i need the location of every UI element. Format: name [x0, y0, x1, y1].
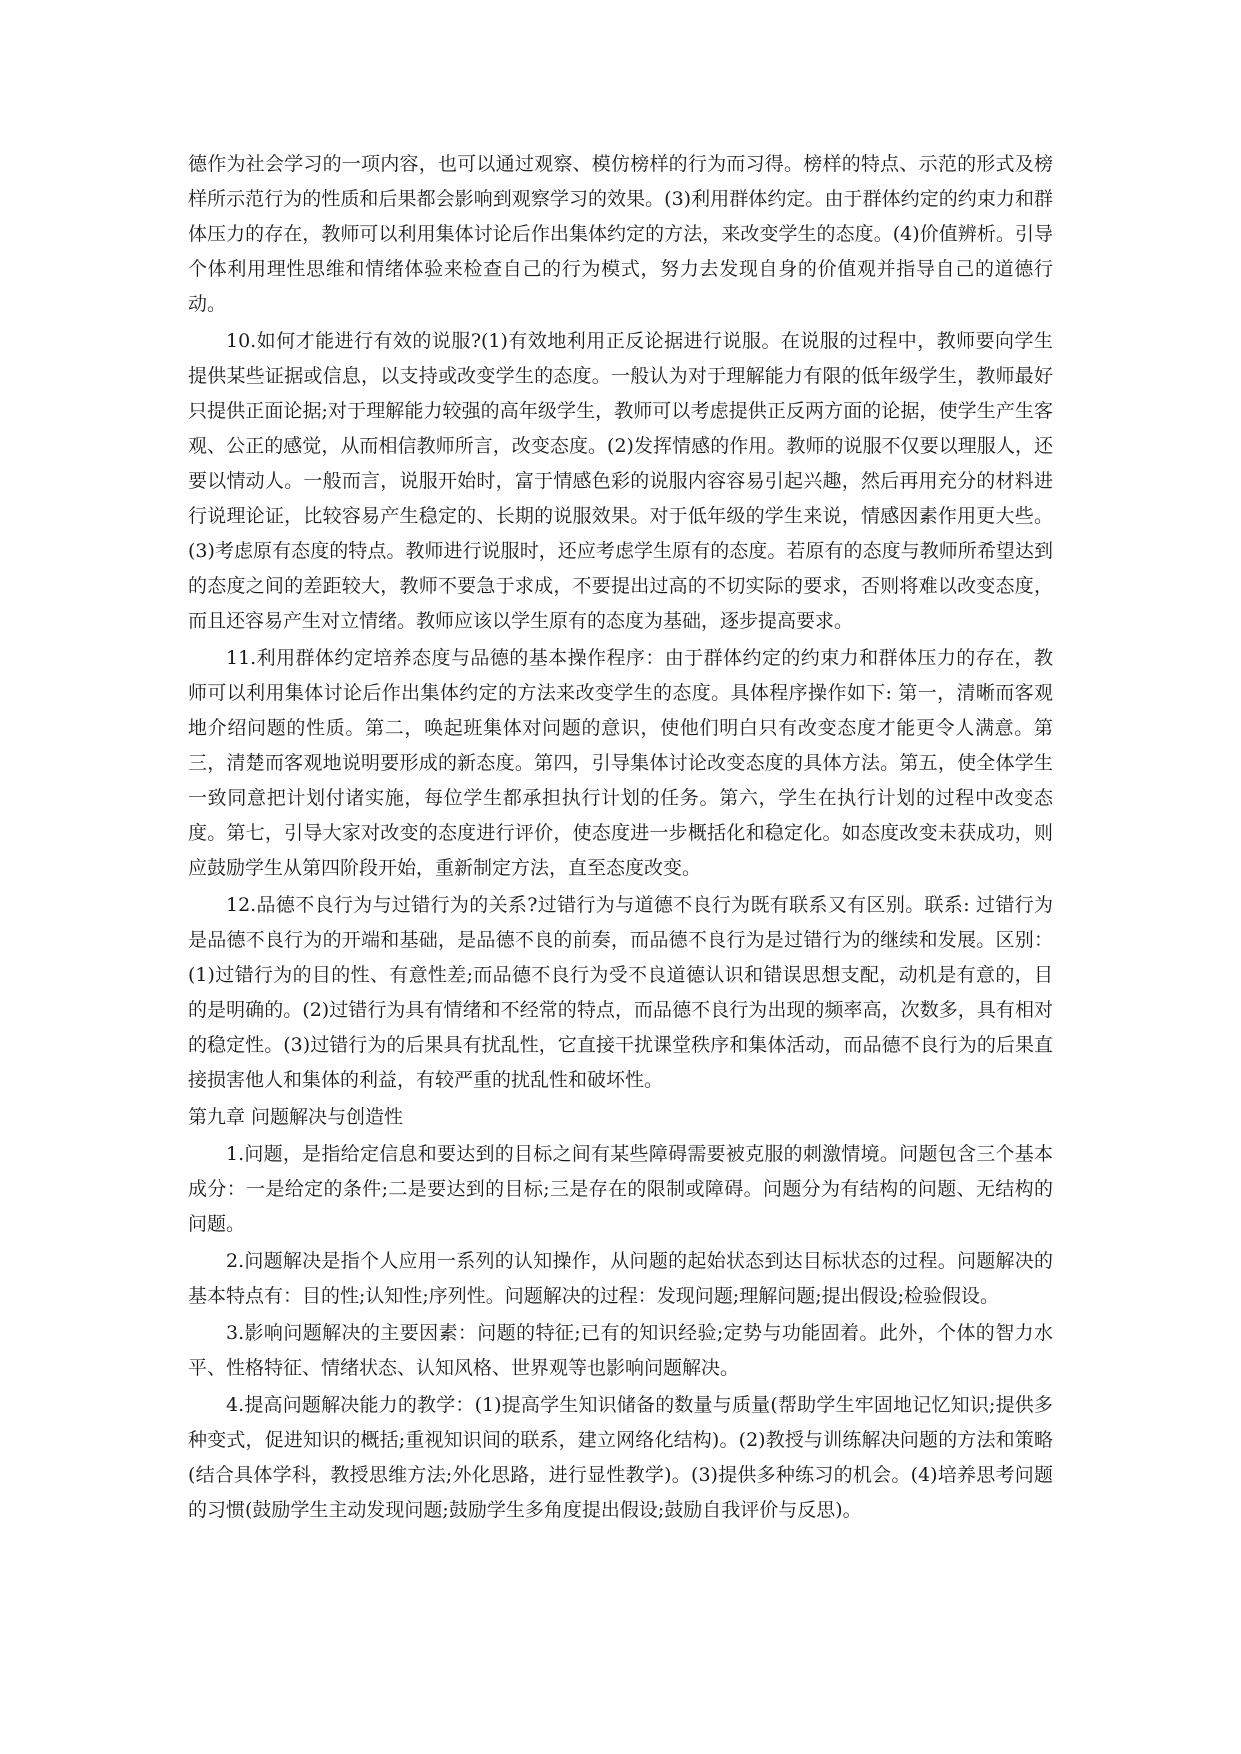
paragraph-item-1: 1.问题，是指给定信息和要达到的目标之间有某些障碍需要被克服的刺激情境。问题包含三个基本成分：一是给定的条件;二是要达到的目标;三是存在的限制或障碍。问题分为有结构的问题、无结构的问题。	[188, 1143, 1053, 1235]
paragraph-continuation: 德作为社会学习的一项内容，也可以通过观察、模仿榜样的行为而习得。榜样的特点、示范的形式及榜样所示范行为的性质和后果都会影响到观察学习的效果。(3)利用群体约定。由于群体约定的约束力和群体压力的存在，教师可以利用集体讨论后作出集体约定的方法，来改变学生的态度。(4)价值辨析。引导个体利用理性思维和情绪体验来检查自己的行为模式，努力去发现自身的价值观并指导自己的道德行动。	[188, 153, 1053, 315]
paragraph-item-11: 11.利用群体约定培养态度与品德的基本操作程序：由于群体约定的约束力和群体压力的存在，教师可以利用集体讨论后作出集体约定的方法来改变学生的态度。具体程序操作如下: 第一，清晰而客观地介绍问题的性质。第二，唤起班集体对问题的意识，使他们明白只有改变态度才能更令人满意。第三，清楚而客观地说明要形成的新态度。第四，引导集体讨论改变态度的具体方法。第五，使全体学生一致同意把计划付诸实施，每位学生都承担执行计划的任务。第六，学生在执行计划的过程中改变态度。第七，引导大家对改变的态度进行评价，使态度进一步概括化和稳定化。如态度改变未获成功，则应鼓励学生从第四阶段开始，重新制定方法，直至态度改变。	[188, 647, 1053, 879]
paragraph-item-3: 3.影响问题解决的主要因素：问题的特征;已有的知识经验;定势与功能固着。此外，个体的智力水平、性格特征、情绪状态、认知风格、世界观等也影响问题解决。	[188, 1322, 1053, 1379]
document-page	[188, 147, 1053, 1530]
paragraph-item-10: 10.如何才能进行有效的说服?(1)有效地利用正反论据进行说服。在说服的过程中，教师要向学生提供某些证据或信息，以支持或改变学生的态度。一般认为对于理解能力有限的低年级学生，教师最好只提供正面论据;对于理解能力较强的高年级学生，教师可以考虑提供正反两方面的论据，使学生产生客观、公正的感觉，从而相信教师所言，改变态度。(2)发挥情感的作用。教师的说服不仅要以理服人，还要以情动人。一般而言，说服开始时，富于情感色彩的说服内容容易引起兴趣，然后再用充分的材料进行说理论证，比较容易产生稳定的、长期的说服效果。对于低年级的学生来说，情感因素作用更大些。(3)考虑原有态度的特点。教师进行说服时，还应考虑学生原有的态度。若原有的态度与教师所希望达到的态度之间的差距较大，教师不要急于求成，不要提出过高的不切实际的要求，否则将难以改变态度，而且还容易产生对立情绪。教师应该以学生原有的态度为基础，逐步提高要求。	[188, 330, 1053, 632]
paragraph-item-2: 2.问题解决是指个人应用一系列的认知操作，从问题的起始状态到达目标状态的过程。问题解决的基本特点有：目的性;认知性;序列性。问题解决的过程：发现问题;理解问题;提出假设;检验假设。	[188, 1250, 1053, 1307]
paragraph-item-12: 12.品德不良行为与过错行为的关系?过错行为与道德不良行为既有联系又有区别。联系: 过错行为是品德不良行为的开端和基础，是品德不良的前奏，而品德不良行为是过错行为的继续和发展。区别：(1)过错行为的目的性、有意性差;而品德不良行为受不良道德认识和错误思想支配，动机是有意的，目的是明确的。(2)过错行为具有情绪和不经常的特点，而品德不良行为出现的频率高，次数多，具有相对的稳定性。(3)过错行为的后果具有扰乱性，它直接干扰课堂秩序和集体活动，而品德不良行为的后果直接损害他人和集体的利益，有较严重的扰乱性和破坏性。	[188, 894, 1053, 1091]
paragraph-item-4: 4.提高问题解决能力的教学：(1)提高学生知识储备的数量与质量(帮助学生牢固地记忆知识;提供多种变式，促进知识的概括;重视知识间的联系，建立网络化结构)。(2)教授与训练解决问题的方法和策略(结合具体学科，教授思维方法;外化思路，进行显性教学)。(3)提供多种练习的机会。(4)培养思考问题的习惯(鼓励学生主动发现问题;鼓励学生多角度提出假设;鼓励自我评价与反思)。	[188, 1394, 1053, 1521]
chapter-heading: 第九章 问题解决与创造性	[188, 1106, 404, 1128]
